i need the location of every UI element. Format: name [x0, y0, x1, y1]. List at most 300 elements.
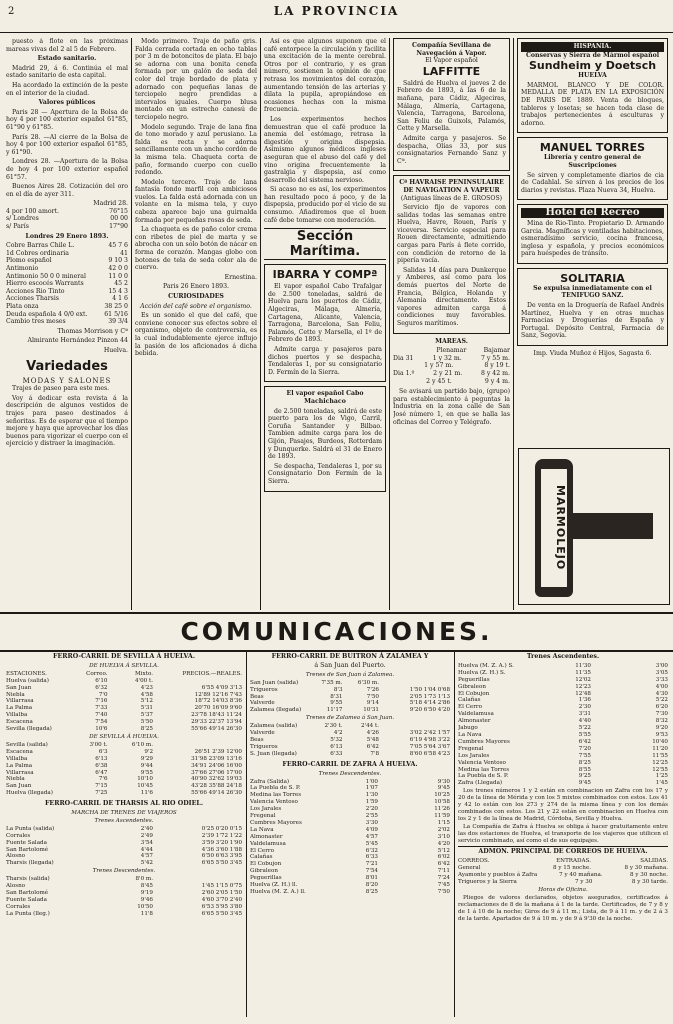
- curiosidades-heading: CURIOSIDADES: [168, 293, 224, 300]
- row-value: 6'33: [330, 750, 343, 757]
- recreo-ad: [517, 204, 668, 264]
- row-value: 4'60 3'70 2'40: [201, 896, 242, 903]
- row-value: 10'40: [652, 738, 668, 745]
- row-value: 6'42: [366, 743, 379, 750]
- row-label: Corrales: [6, 832, 31, 839]
- row-value: 7'45: [437, 882, 450, 889]
- modas-paragraph: Trajes de paseo para este mes.: [12, 385, 110, 393]
- row-value: 9 10 3: [108, 257, 128, 265]
- row-label: Beas: [250, 693, 264, 700]
- page-number: 2: [8, 6, 15, 17]
- table-row: [458, 663, 668, 670]
- table-row: [250, 799, 450, 806]
- table-row: [458, 732, 668, 739]
- table-row: [250, 854, 450, 861]
- row-label: Corrales: [6, 903, 31, 910]
- row-label: Zalamea (salida): [250, 723, 298, 730]
- table-row: [250, 694, 450, 701]
- table-row: [250, 751, 450, 758]
- table-row: [6, 911, 242, 918]
- row-value: 9'20: [655, 725, 668, 732]
- hispania-text: MARMOL BLANCO Y DE COLOR. MEDALLA DE PLATA EN LA EXPOSICIÓN DE PARIS DE 1889. Venta de bloques, tableros y losetas; se hacen toda clase de trabajos pertenecientes á esculturas y adorno.: [521, 81, 664, 127]
- row-value: 9'19: [140, 890, 153, 896]
- solitaria-ad: [517, 268, 668, 346]
- havraise-text: Servicio fijo de vapores con salidas todas las semanas entre Huelva, Havre, Rouen, París y viceversa. Servicio especial para Rouen directamente, admitiendo cargas para París á flete corrido, con condición de retorno de la pipería vacía.: [397, 204, 506, 265]
- row-value: 4'00: [655, 683, 668, 690]
- row-value: [62, 904, 108, 911]
- buitron-title-2: á San Juan del Puerto.: [314, 661, 386, 669]
- row-value: 11'26: [434, 806, 450, 813]
- table-row: [393, 362, 510, 370]
- row-value: 3'10: [437, 833, 450, 840]
- row-label: Peguerillas: [250, 875, 282, 882]
- row-value: 38 25 0: [104, 303, 128, 310]
- table-row: [250, 861, 450, 868]
- row-value: 6'42: [437, 861, 450, 868]
- row-value: 9'20 6'50 4'20: [409, 707, 450, 714]
- row-value: 8 y 30 noche.: [630, 872, 668, 879]
- table-row: [250, 680, 450, 687]
- row-value: 5'12: [140, 698, 153, 705]
- table-row: [6, 685, 242, 692]
- row-value: 5'48: [366, 736, 379, 743]
- heading-estado-sanitario: Estado sanitario.: [37, 55, 97, 63]
- news-paragraph: Si acaso no es así, los experimentos han resultado poco á poco, y de la dispepsia, producido por el vicio de su consumo. Añadiremos que el buen café debe tomarse con moderación.: [264, 186, 386, 224]
- table-row: [458, 753, 668, 760]
- row-value: [62, 876, 108, 883]
- hispania-city: HUELVA: [578, 72, 607, 80]
- row-label: Acciones Rio Tinto: [6, 287, 65, 295]
- row-value: 11'8: [140, 910, 153, 917]
- row-value: 8 y 15 noche.: [553, 865, 591, 872]
- row-value: [62, 890, 108, 897]
- row-label: Trigueros: [250, 743, 278, 750]
- row-label: La Palma: [6, 705, 33, 712]
- row-label: Calañas: [458, 697, 481, 704]
- row-label: Cumbres Mayores: [458, 738, 510, 745]
- row-value: 8 y 42 m.: [480, 369, 510, 377]
- row-value: 7'25: [95, 790, 108, 797]
- table-row: [250, 737, 450, 744]
- row-value: [62, 860, 108, 867]
- table-row: [250, 779, 450, 786]
- row-value: 8'45: [140, 883, 153, 890]
- row-value: 2'02: [437, 826, 450, 833]
- table-row: [6, 756, 242, 763]
- row-label: Gibraleon: [458, 683, 486, 690]
- table-row: [250, 848, 450, 855]
- row-value: 55'66 49'14 26'30: [191, 790, 242, 797]
- row-value: 4'40: [578, 718, 591, 725]
- row-value: 8'60 6'58 4'23: [409, 750, 450, 757]
- valores-paragraph: Paris 28 — Apertura de la Bolsa de hoy 4 por 100 exterior español 61°85, 61°90 y 61°85.: [6, 108, 128, 131]
- table-row: [393, 370, 510, 378]
- table-row: [458, 718, 668, 725]
- table-row: [458, 677, 668, 684]
- table-row: [250, 813, 450, 820]
- row-value: 10'25: [434, 792, 450, 799]
- row-value: 5'31: [140, 705, 153, 712]
- zafra-sub: Trenes Descendentes.: [318, 770, 382, 777]
- row-label: Sevilla (llegada): [6, 726, 52, 733]
- madrid-row: s/ Londres 00 00: [6, 215, 128, 223]
- curiosidades-subheading: Acción del café sobre el organismo.: [140, 302, 252, 310]
- madrid-row: s/ París 17°90: [6, 223, 128, 231]
- row-value: 7'16: [95, 698, 108, 705]
- row-label: Fuente Salada: [6, 839, 47, 846]
- row-value: 11'6: [140, 790, 153, 797]
- madrid-label: Madrid 28.: [93, 200, 128, 208]
- row-value: 6'65 5'50 3'45: [201, 910, 242, 917]
- column-rule: [131, 38, 132, 610]
- row-value: 2'40: [140, 825, 153, 832]
- table-row: [250, 889, 450, 896]
- row-label: Antimonio: [6, 265, 39, 273]
- row-value: 20'70 16'09 9'60: [194, 705, 242, 712]
- row-value: 26'51 2'39 12'00: [194, 748, 242, 755]
- laffitte-ad: [393, 38, 510, 171]
- row-label: Medina las Torres: [458, 766, 510, 773]
- row-label: Huelva (M. Z. A.) S.: [458, 662, 514, 669]
- row-label: Zafra (Salida): [250, 778, 290, 785]
- row-label: Jabugo: [458, 725, 478, 732]
- row-label: Valencia Ventoso: [458, 759, 506, 766]
- row-label: Sevilla (salida): [6, 741, 48, 748]
- row-value: 11'17: [326, 707, 343, 714]
- row-label: Valverde: [250, 730, 275, 737]
- row-label: Dia 1.º: [393, 369, 415, 377]
- table-row: [250, 827, 450, 834]
- recreo-text: Mina de Rio-Tinto. Propietario D. Armando Garcia. Magníficas y ventiladas habitaciones, esmeradísimo servicio, cocina francesa, inglesa y española, y precios económicos para huéspedes de tránsito.: [521, 219, 664, 258]
- row-value: [153, 742, 242, 749]
- table-row: [458, 725, 668, 732]
- timetable-block: [6, 742, 242, 797]
- news-paragraph: puesto á flote en las próximas mareas vivas del 2 al 5 de Febrero.: [6, 38, 128, 53]
- row-label: Almonaster: [250, 833, 283, 840]
- table-row: [6, 692, 242, 699]
- row-value: 45 2: [114, 280, 128, 288]
- table-row: [6, 303, 128, 311]
- row-value: 12'23: [575, 683, 591, 690]
- row-value: 7'55: [578, 752, 591, 759]
- table-row: [250, 707, 450, 714]
- row-label: La Palma: [6, 762, 33, 769]
- ibarra-ad: [264, 264, 386, 382]
- row-value: 9'45: [578, 780, 591, 787]
- row-value: 9'55: [140, 769, 153, 776]
- row-label: El Cerro: [250, 847, 274, 854]
- column-rule: [454, 652, 455, 1017]
- mareas-note: Se avisará un partido bajo, (grupo) para establecimiento á peguntas la Industria en la zona calle de San José número 1, en que se halla las oficinas del Correo y Telégrafo.: [393, 388, 510, 426]
- table-row: [6, 890, 242, 897]
- row-value: 12'25: [652, 759, 668, 766]
- row-value: 4'30: [655, 690, 668, 697]
- table-row: [6, 265, 128, 273]
- row-label: Antimonio 50 0 0 mineral: [6, 272, 86, 280]
- comunicaciones-banner: COMUNICACIONES.: [0, 612, 673, 652]
- row-value: 5'55: [578, 731, 591, 738]
- table-row: [458, 704, 668, 711]
- timetable-block: [6, 678, 242, 733]
- row-value: 9'14: [366, 700, 379, 707]
- table-row: [6, 860, 242, 867]
- table-row: [6, 678, 242, 685]
- news-paragraph: Modelo tercero. Traje de lana fantasía fondo marfil con ambiciosos vuelos. La falda está adornada con un volante en la misma tela, y cuyo cabeza aparece bajo una guirnalda formada por pequeñas rosas de seda.: [135, 178, 257, 224]
- table-row: [250, 744, 450, 751]
- table-row: [6, 295, 128, 303]
- row-label: Huelva (salida): [6, 677, 49, 684]
- table-row: [458, 746, 668, 753]
- row-value: 39 3/4: [108, 318, 128, 326]
- row-value: 2'20: [365, 806, 378, 813]
- row-value: 1 y 32 m.: [432, 354, 462, 362]
- row-value: 3'54: [140, 839, 153, 846]
- column-5: [517, 38, 668, 443]
- vapores-title: Compañía Sevillana de Navegación á Vapor.: [412, 42, 491, 57]
- row-label: Cambio tres meses: [6, 318, 66, 326]
- row-value: 45 7 6: [108, 242, 128, 250]
- row-value: [62, 911, 108, 918]
- havraise-title: Cª HAVRAISE PENINSULAIRE DE NAVIGATION A VAPEUR: [399, 179, 504, 194]
- table-row: [250, 792, 450, 799]
- row-label: Huelva (llegada): [6, 790, 53, 797]
- tharsis-sub: Trenes Ascendentes.: [94, 817, 154, 824]
- row-value: 7'21: [365, 861, 378, 868]
- table-row: [6, 897, 242, 904]
- variedades-title: Variedades: [26, 358, 108, 374]
- row-value: 0'25 0'20 0'15: [201, 825, 242, 832]
- table-row: [458, 767, 668, 774]
- row-label: Gibraleon: [250, 868, 278, 875]
- row-value: 10'58: [434, 799, 450, 806]
- row-value: 41: [120, 249, 128, 257]
- row-label: Villalba: [6, 755, 28, 762]
- row-label: Los Jarales: [250, 806, 282, 813]
- row-value: 8'31: [330, 693, 343, 700]
- row-label: Huelva (Z. H.) S.: [458, 669, 506, 676]
- table-row: [458, 780, 668, 787]
- row-value: 6'13: [330, 743, 343, 750]
- row-value: 6'02: [437, 854, 450, 861]
- column-3: [264, 38, 386, 610]
- row-value: 9'46: [140, 896, 153, 903]
- ascendentes-title: Trenes Ascendentes.: [526, 653, 600, 660]
- modas-heading: MODAS Y SALONES: [22, 376, 112, 385]
- row-value: 6'32: [365, 847, 378, 854]
- row-value: 2'30: [578, 704, 591, 711]
- row-value: 12'89 12'16 7'43: [194, 691, 242, 698]
- row-value: 10'6: [95, 726, 108, 733]
- row-value: 2'30 t.: [324, 723, 343, 730]
- ibarra-text: El vapor español Cabo Trafalgar de 2.500 toneladas, saldrá de Huelva para los puertos de Cádiz, Algeciras, Málaga, Almería, Cartagena, Alicante, Valencia, Tarragona, Barcelona, San Feliu, Palamós, Cette y Marsella, el 1º de Febrero de 1893.: [268, 283, 382, 344]
- row-value: 8 y 30 tarde.: [631, 879, 668, 886]
- row-value: 5'45: [365, 840, 378, 847]
- row-value: 5'42: [140, 860, 153, 867]
- row-value: 4'36 3'60 1'88: [201, 846, 242, 853]
- table-row: [250, 785, 450, 792]
- row-value: [62, 840, 108, 847]
- timetable-block: [6, 876, 242, 917]
- row-label: Peguerillas: [458, 676, 490, 683]
- row-value: 6'50 6'63 3'95: [201, 853, 242, 860]
- row-value: [62, 847, 108, 854]
- row-value: 11 0 0: [108, 272, 128, 280]
- row-value: 12'48: [575, 690, 591, 697]
- table-row: [458, 711, 668, 718]
- havraise-ad: [393, 175, 510, 333]
- row-value: 2 y 45 t.: [426, 377, 452, 385]
- row-value: 37'66 27'06 17'00: [191, 769, 242, 776]
- row-value: 10'45: [137, 783, 153, 790]
- row-value: 1'59: [365, 799, 378, 806]
- table-row: [6, 705, 242, 712]
- row-value: 4'23: [140, 684, 153, 691]
- row-value: 4'26: [366, 730, 379, 737]
- row-value: 11'59: [434, 813, 450, 820]
- row-value: 9'29: [140, 755, 153, 762]
- table-row: [6, 790, 242, 797]
- correos-title: ADMON. PRINCIPAL DE CORREOS DE HUELVA.: [458, 846, 668, 856]
- row-value: 7'6: [98, 776, 108, 783]
- row-label: Tharsis (llegada): [6, 860, 54, 867]
- bottle-label: MARMOLEJO: [541, 469, 567, 587]
- machichaco-ad: [264, 386, 386, 491]
- table-row: [6, 763, 242, 770]
- row-value: 8'0 m.: [135, 876, 153, 883]
- row-value: 55'66 49'14 26'30: [191, 726, 242, 733]
- marmolejo-bottle-illustration: [518, 448, 670, 605]
- row-value: 8'25: [578, 759, 591, 766]
- row-value: 7'20: [578, 745, 591, 752]
- zafra-title: FERRO-CARRIL DE ZAFRA Á HUELVA.: [282, 760, 418, 768]
- combination-note: La Compañía de Zafra á Huelva se obliga á hacer gratuitamente entre las dos estaciones de Huelva, el transporte de los viajeros que utilicen el servicio combinado, así como el de sus equipajes.: [458, 823, 668, 844]
- row-label: San Juan: [6, 684, 32, 691]
- timetable-block: [250, 779, 450, 896]
- row-label: Niebla: [6, 776, 25, 783]
- row-value: 61 5/16: [104, 310, 128, 318]
- horario-text: Pliegos de valores declarados, objetos asegurados, certificados á reclamaciones de 8 de la mañana á 1 de la tarde. Certificados, de 7 y 8 y de 1 á 10 de la noche; Giros de 9 á 11 m.; Lista, de 9 á 11 m. y de 2 á 3 de la tarde. Apartados de 9 á 10 m. y de 9 á 9'30 de la noche.: [458, 894, 668, 922]
- row-value: 4'00 t.: [134, 677, 153, 684]
- table-row: [6, 311, 128, 319]
- table-row: [458, 697, 668, 704]
- row-value: 2'44 t.: [360, 723, 379, 730]
- london-table: [6, 242, 128, 326]
- row-value: 1'45 1'15 0'75: [201, 883, 242, 890]
- table-row: [6, 840, 242, 847]
- news-paragraph: Los experimentos hechos demuestran que el café produce la anemia del estómago, retrasa la digestión y origina dispepsia. Asimismo algunos médicos ingleses aseguran que el abuso del café y del vino origina frecuentemente la gastralgia y dispepsia, así como desarrollo del sistema nervioso.: [264, 115, 386, 184]
- table-row: [458, 670, 668, 677]
- row-label: Alosno: [6, 883, 26, 890]
- row-value: [62, 833, 108, 840]
- row-value: 4'44: [140, 846, 153, 853]
- row-value: 8 y 30 mañana.: [624, 865, 668, 872]
- row-value: 7 y 40 mañana.: [559, 872, 603, 879]
- row-label: Valdelamusa: [458, 711, 494, 718]
- row-value: 8'25: [365, 889, 378, 895]
- row-label: Villarrasa: [6, 698, 34, 705]
- machichaco-text: Se despacha, Tendaleras 1, por su Consignatario Don Fermín de la Sierra.: [268, 462, 382, 485]
- row-value: 6'10: [95, 677, 108, 684]
- row-value: [379, 680, 450, 687]
- solitaria-title: SOLITARIA: [560, 271, 625, 285]
- timetable-block: [458, 663, 668, 787]
- row-value: 4 1 6: [112, 295, 128, 303]
- table-row: [6, 883, 242, 890]
- row-value: 8'55: [578, 766, 591, 773]
- row-value: 11'30: [575, 662, 591, 669]
- table-row: [250, 820, 450, 827]
- row-value: 9'30: [437, 778, 450, 785]
- row-value: 10'50: [137, 903, 153, 910]
- machichaco-text: de 2.500 toneladas, saldrá de este puerto para los de Vigo, Carril, Coruña Santander y Bilbao. Tambien admite carga para los de Gijón, Pasajes, Burdeos, Rotterdam y Dunquerke. Saldrá el 31 de Enero de 1893.: [268, 407, 382, 461]
- row-value: 9'53: [655, 731, 668, 738]
- hispania-ad: [517, 38, 668, 133]
- table-row: [250, 868, 450, 875]
- row-label: Los Jarales: [458, 752, 490, 759]
- row-label: Almonaster: [458, 718, 491, 725]
- row-value: 12'55: [652, 766, 668, 773]
- timetable-block: [250, 723, 450, 758]
- row-label: Plomo español: [6, 257, 52, 265]
- row-label: Valdelamusa: [250, 840, 286, 847]
- row-value: 2'49: [140, 832, 153, 839]
- buitron-title: FERRO-CARRIL DE BUITRON Á ZALAMEA Y: [271, 653, 429, 660]
- row-label: Acciones Tharsis: [6, 295, 59, 303]
- row-value: 1'45: [655, 780, 668, 787]
- column-1: [6, 38, 128, 610]
- row-value: 7'54: [365, 868, 378, 875]
- havraise-text: Salidas 14 días para Dunkerque y Amberes, así como para los demás puertos del Norte de Francia, Bélgica, Holanda y Alemania directamente. Estos vapores admiten carga á condiciones muy favorables. Seguros marítimos.: [397, 266, 506, 327]
- table-row: [6, 749, 242, 756]
- table-row: [6, 876, 242, 883]
- row-value: 9'44: [140, 762, 153, 769]
- row-value: 2'60 2'05 1'50: [201, 890, 242, 896]
- column-4: [393, 38, 510, 610]
- table-row: [250, 687, 450, 694]
- hispania-brand: Sundheim y Doetsch: [528, 59, 657, 73]
- laffitte-title: LAFFITTE: [422, 64, 481, 78]
- row-value: 6'53 5'95 3'80: [201, 903, 242, 910]
- row-value: 15 4 3: [108, 287, 128, 295]
- news-paragraph: Modelo segundo. Traje de lana fina de tono morado y azul perusiano. La falda es recta y se adorna sencillamente con un ancho cordón de la misma tela. Chaqueta corta de paño, formando cuerpo con cuello redondo.: [135, 123, 257, 177]
- row-value: 7'26: [366, 686, 379, 693]
- solitaria-text: De venta en la Droguería de Rafael Andrés Martínez, Huelva y en otras muchas Farmacias y Droguerías de España y Portugal. Depósito Central, Farmacia de Sanz, Segovia.: [521, 302, 664, 340]
- row-label: Dia 31: [393, 354, 414, 362]
- row-label: Trigueros y la Sierra: [458, 879, 517, 886]
- table-row: [6, 833, 242, 840]
- row-label: Deuda española 4 0/0 ext.: [6, 310, 88, 318]
- combination-note: Los trenes números 1 y 2 están en combinacion en Zafra con los 17 y 20 de la línea de Mérida y con los 5 mixtos combinados con estos. Los 41 y 42 lo están con los 273 y 274 de la misma línea y con los demás combinados con estos. Los 21 y 22 están en combinacion en Huelva con los 2 y 1 de la línea de Madrid, Córdoba, Sevilla y Huelva.: [458, 788, 668, 822]
- tharsis-sub: Trenes Descendentes.: [92, 868, 156, 875]
- ibarra-text: Admite carga y pasajeros para dichos puertos y se despacha, Tendaleras 1, por su consignatario D. Fermín de la Sierra.: [268, 346, 382, 376]
- row-value: 5'22: [655, 697, 668, 704]
- torres-title: MANUEL TORRES: [539, 141, 646, 155]
- row-label: Alosno: [6, 853, 26, 860]
- row-label: S. Juan (llegada): [250, 750, 297, 757]
- news-paragraph: Así es que algunos suponen que el café entorpece la circulación y facilita una excitación de la mente cerebral. Otros por el contrario, y es gran número, sostienen la opinión de que retrasa los movimientos del corazón, aumentando tensión de las arterias y dilata la pupila, apropiándose en ocasiones hechas con la misma frecuencia.: [264, 38, 386, 114]
- signature: Ernestina.: [224, 273, 257, 281]
- mareas-table: [393, 355, 510, 385]
- row-label: El Cerro: [458, 704, 482, 711]
- table-row: [458, 684, 668, 691]
- row-value: 7'40: [95, 712, 108, 719]
- row-label: 1d Cobres ordinaria: [6, 249, 69, 257]
- row-value: 7'8: [370, 750, 379, 757]
- row-label: Huelva (M. Z. A.) ll.: [250, 889, 306, 895]
- table-row: [6, 726, 242, 733]
- row-value: 4'20: [437, 840, 450, 847]
- table-row: [6, 257, 128, 265]
